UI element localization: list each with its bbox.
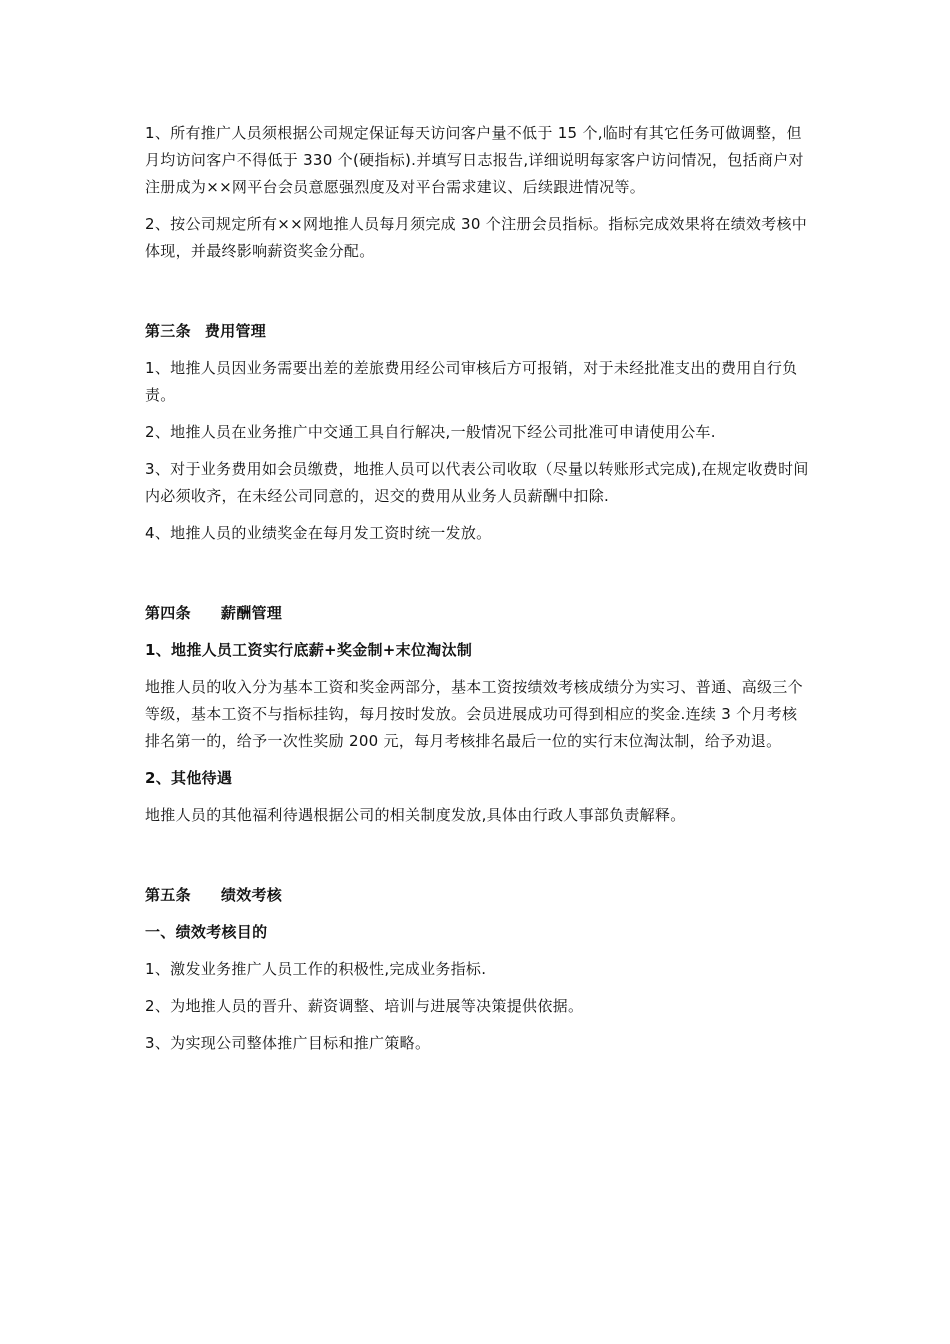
article-4-label: 第四条 — [145, 604, 191, 622]
article-5-sub1-heading: 一、绩效考核目的 — [145, 923, 268, 941]
spacer — [145, 275, 810, 318]
spacer — [145, 839, 810, 882]
article-3-item-4: 4、地推人员的业绩奖金在每月发工资时统一发放。 — [145, 524, 492, 542]
article-5-item-2: 2、为地推人员的晋升、薪资调整、培训与进展等决策提供依据。 — [145, 997, 584, 1015]
article-3-title: 费用管理 — [204, 322, 267, 340]
article-4-sub1-heading: 1、地推人员工资实行底薪+奖金制+末位淘汰制 — [145, 641, 473, 659]
article-3-item-2: 2、地推人员在业务推广中交通工具自行解决,一般情况下经公司批准可申请使用公车. — [145, 423, 716, 441]
article-4-sub2-text: 地推人员的其他福利待遇根据公司的相关制度发放,具体由行政人事部负责解释。 — [145, 806, 686, 824]
paragraph-visit-requirement: 1、所有推广人员须根据公司规定保证每天访问客户量不低于 15 个,临时有其它任务可做调整，但月均访问客户不得低于 330 个(硬指标).并填写日志报告,详细说明每家客户访问情况，包括商户对注册成为××网平台会员意愿强烈度及对平台需求建议、后续跟进情况等。 — [145, 124, 804, 196]
paragraph-registration-target: 2、按公司规定所有××网地推人员每月须完成 30 个注册会员指标。指标完成效果将在绩效考核中体现，并最终影响薪资奖金分配。 — [145, 215, 808, 260]
article-4-sub2-heading: 2、其他待遇 — [145, 769, 233, 787]
article-3-item-3: 3、对于业务费用如会员缴费，地推人员可以代表公司收取（尽量以转账形式完成),在规定收费时间内必须收齐，在未经公司同意的，迟交的费用从业务人员薪酬中扣除. — [145, 460, 809, 505]
article-4-heading — [145, 600, 810, 627]
article-4-title: 薪酬管理 — [220, 604, 283, 622]
article-5-label: 第五条 — [145, 886, 191, 904]
article-3-item-1: 1、地推人员因业务需要出差的差旅费用经公司审核后方可报销，对于未经批准支出的费用自行负责。 — [145, 359, 798, 404]
article-5-item-3: 3、为实现公司整体推广目标和推广策略。 — [145, 1034, 431, 1052]
spacer — [145, 557, 810, 600]
article-5-title: 绩效考核 — [220, 886, 283, 904]
article-3-label: 第三条 — [145, 322, 191, 340]
article-3-heading — [145, 318, 810, 345]
article-5-item-1: 1、激发业务推广人员工作的积极性,完成业务指标. — [145, 960, 487, 978]
article-4-sub1-text: 地推人员的收入分为基本工资和奖金两部分，基本工资按绩效考核成绩分为实习、普通、高级三个等级，基本工资不与指标挂钩，每月按时发放。会员进展成功可得到相应的奖金.连续 3 个月考核排名第一的，给予一次性奖励 200 元，每月考核排名最后一位的实行末位淘汰制，给予劝退。 — [145, 678, 803, 750]
article-5-heading — [145, 882, 810, 909]
document-page — [145, 120, 810, 1067]
